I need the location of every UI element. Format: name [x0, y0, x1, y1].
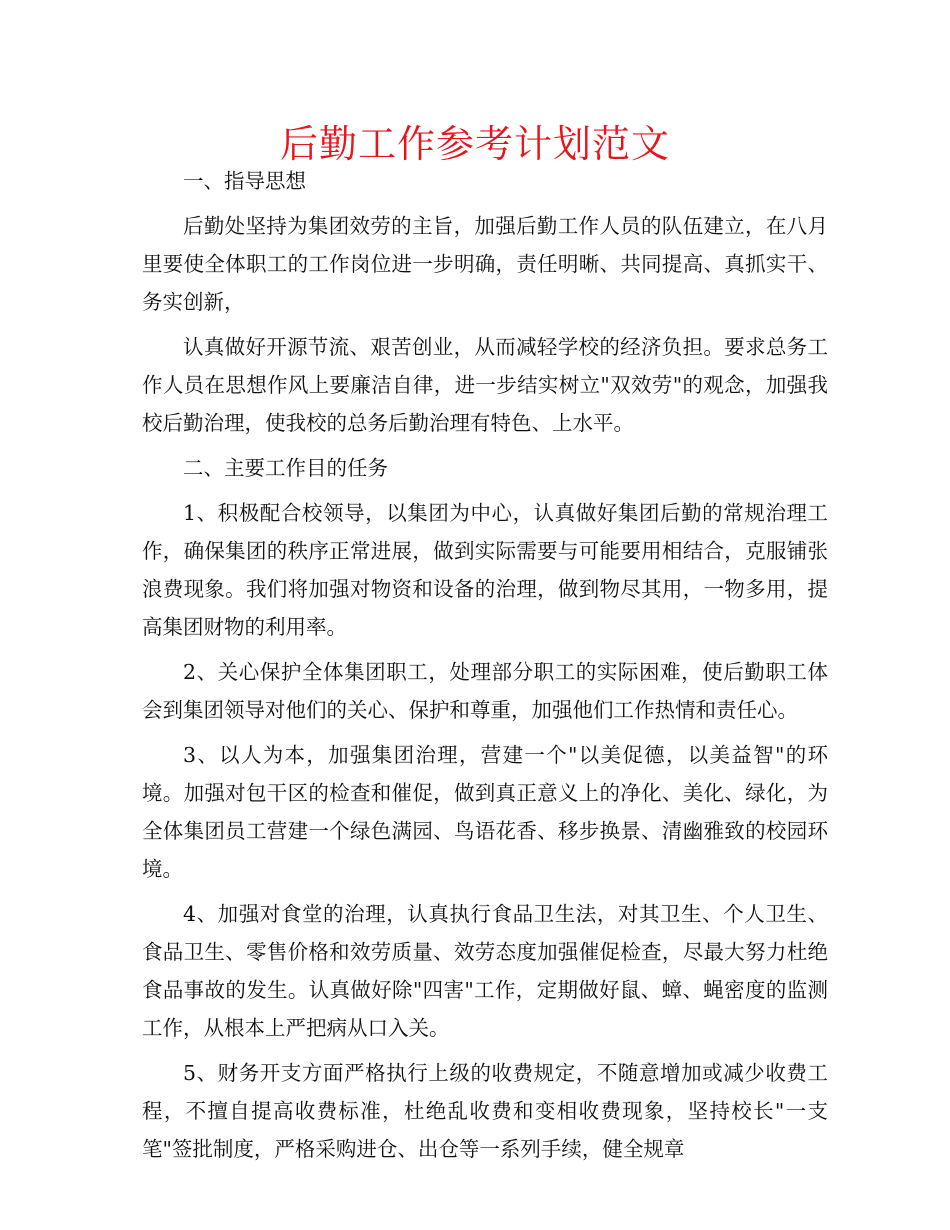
paragraph: 1、积极配合校领导，以集团为中心，认真做好集团后勤的常规治理工作，确保集团的秩序正常进展，做到实际需要与可能要用相结合，克服铺张浪费现象。我们将加强对物资和设备的治理，做到物尽其用，一物多用，提高集团财物的利用率。 — [142, 501, 828, 639]
document-body — [142, 162, 828, 1175]
document-title: 后勤工作参考计划范文 — [279, 122, 670, 166]
section-heading-guiding-thought: 一、指导思想 — [183, 169, 306, 193]
section-heading-main-tasks: 二、主要工作目的任务 — [183, 456, 388, 480]
paragraph: 认真做好开源节流、艰苦创业，从而减轻学校的经济负担。要求总务工作人员在思想作风上要廉洁自律，进一步结实树立"双效劳"的观念，加强我校后勤治理，使我校的总务后勤治理有特色、上水平。 — [142, 335, 828, 435]
paragraph: 3、以人为本，加强集团治理，营建一个"以美促德，以美益智"的环境。加强对包干区的检查和催促，做到真正意义上的净化、美化、绿化，为全体集团员工营建一个绿色满园、鸟语花香、移步换景、清幽雅致的校园环境。 — [142, 743, 828, 881]
paragraph: 5、财务开支方面严格执行上级的收费规定，不随意增加或减少收费工程，不擅自提高收费标准，杜绝乱收费和变相收费现象，坚持校长"一支笔"签批制度，严格采购进仓、出仓等一系列手续，健全规章 — [142, 1061, 828, 1161]
paragraph: 2、关心保护全体集团职工，处理部分职工的实际困难，使后勤职工体会到集团领导对他们的关心、保护和尊重，加强他们工作热情和责任心。 — [142, 660, 828, 722]
paragraph: 4、加强对食堂的治理，认真执行食品卫生法，对其卫生、个人卫生、食品卫生、零售价格和效劳质量、效劳态度加强催促检查，尽最大努力杜绝食品事故的发生。认真做好除"四害"工作，定期做好鼠、蟑、蝇密度的监测工作，从根本上严把病从口入关。 — [142, 902, 828, 1040]
paragraph: 后勤处坚持为集团效劳的主旨，加强后勤工作人员的队伍建立，在八月里要使全体职工的工作岗位进一步明确，责任明晰、共同提高、真抓实干、务实创新， — [142, 214, 828, 314]
